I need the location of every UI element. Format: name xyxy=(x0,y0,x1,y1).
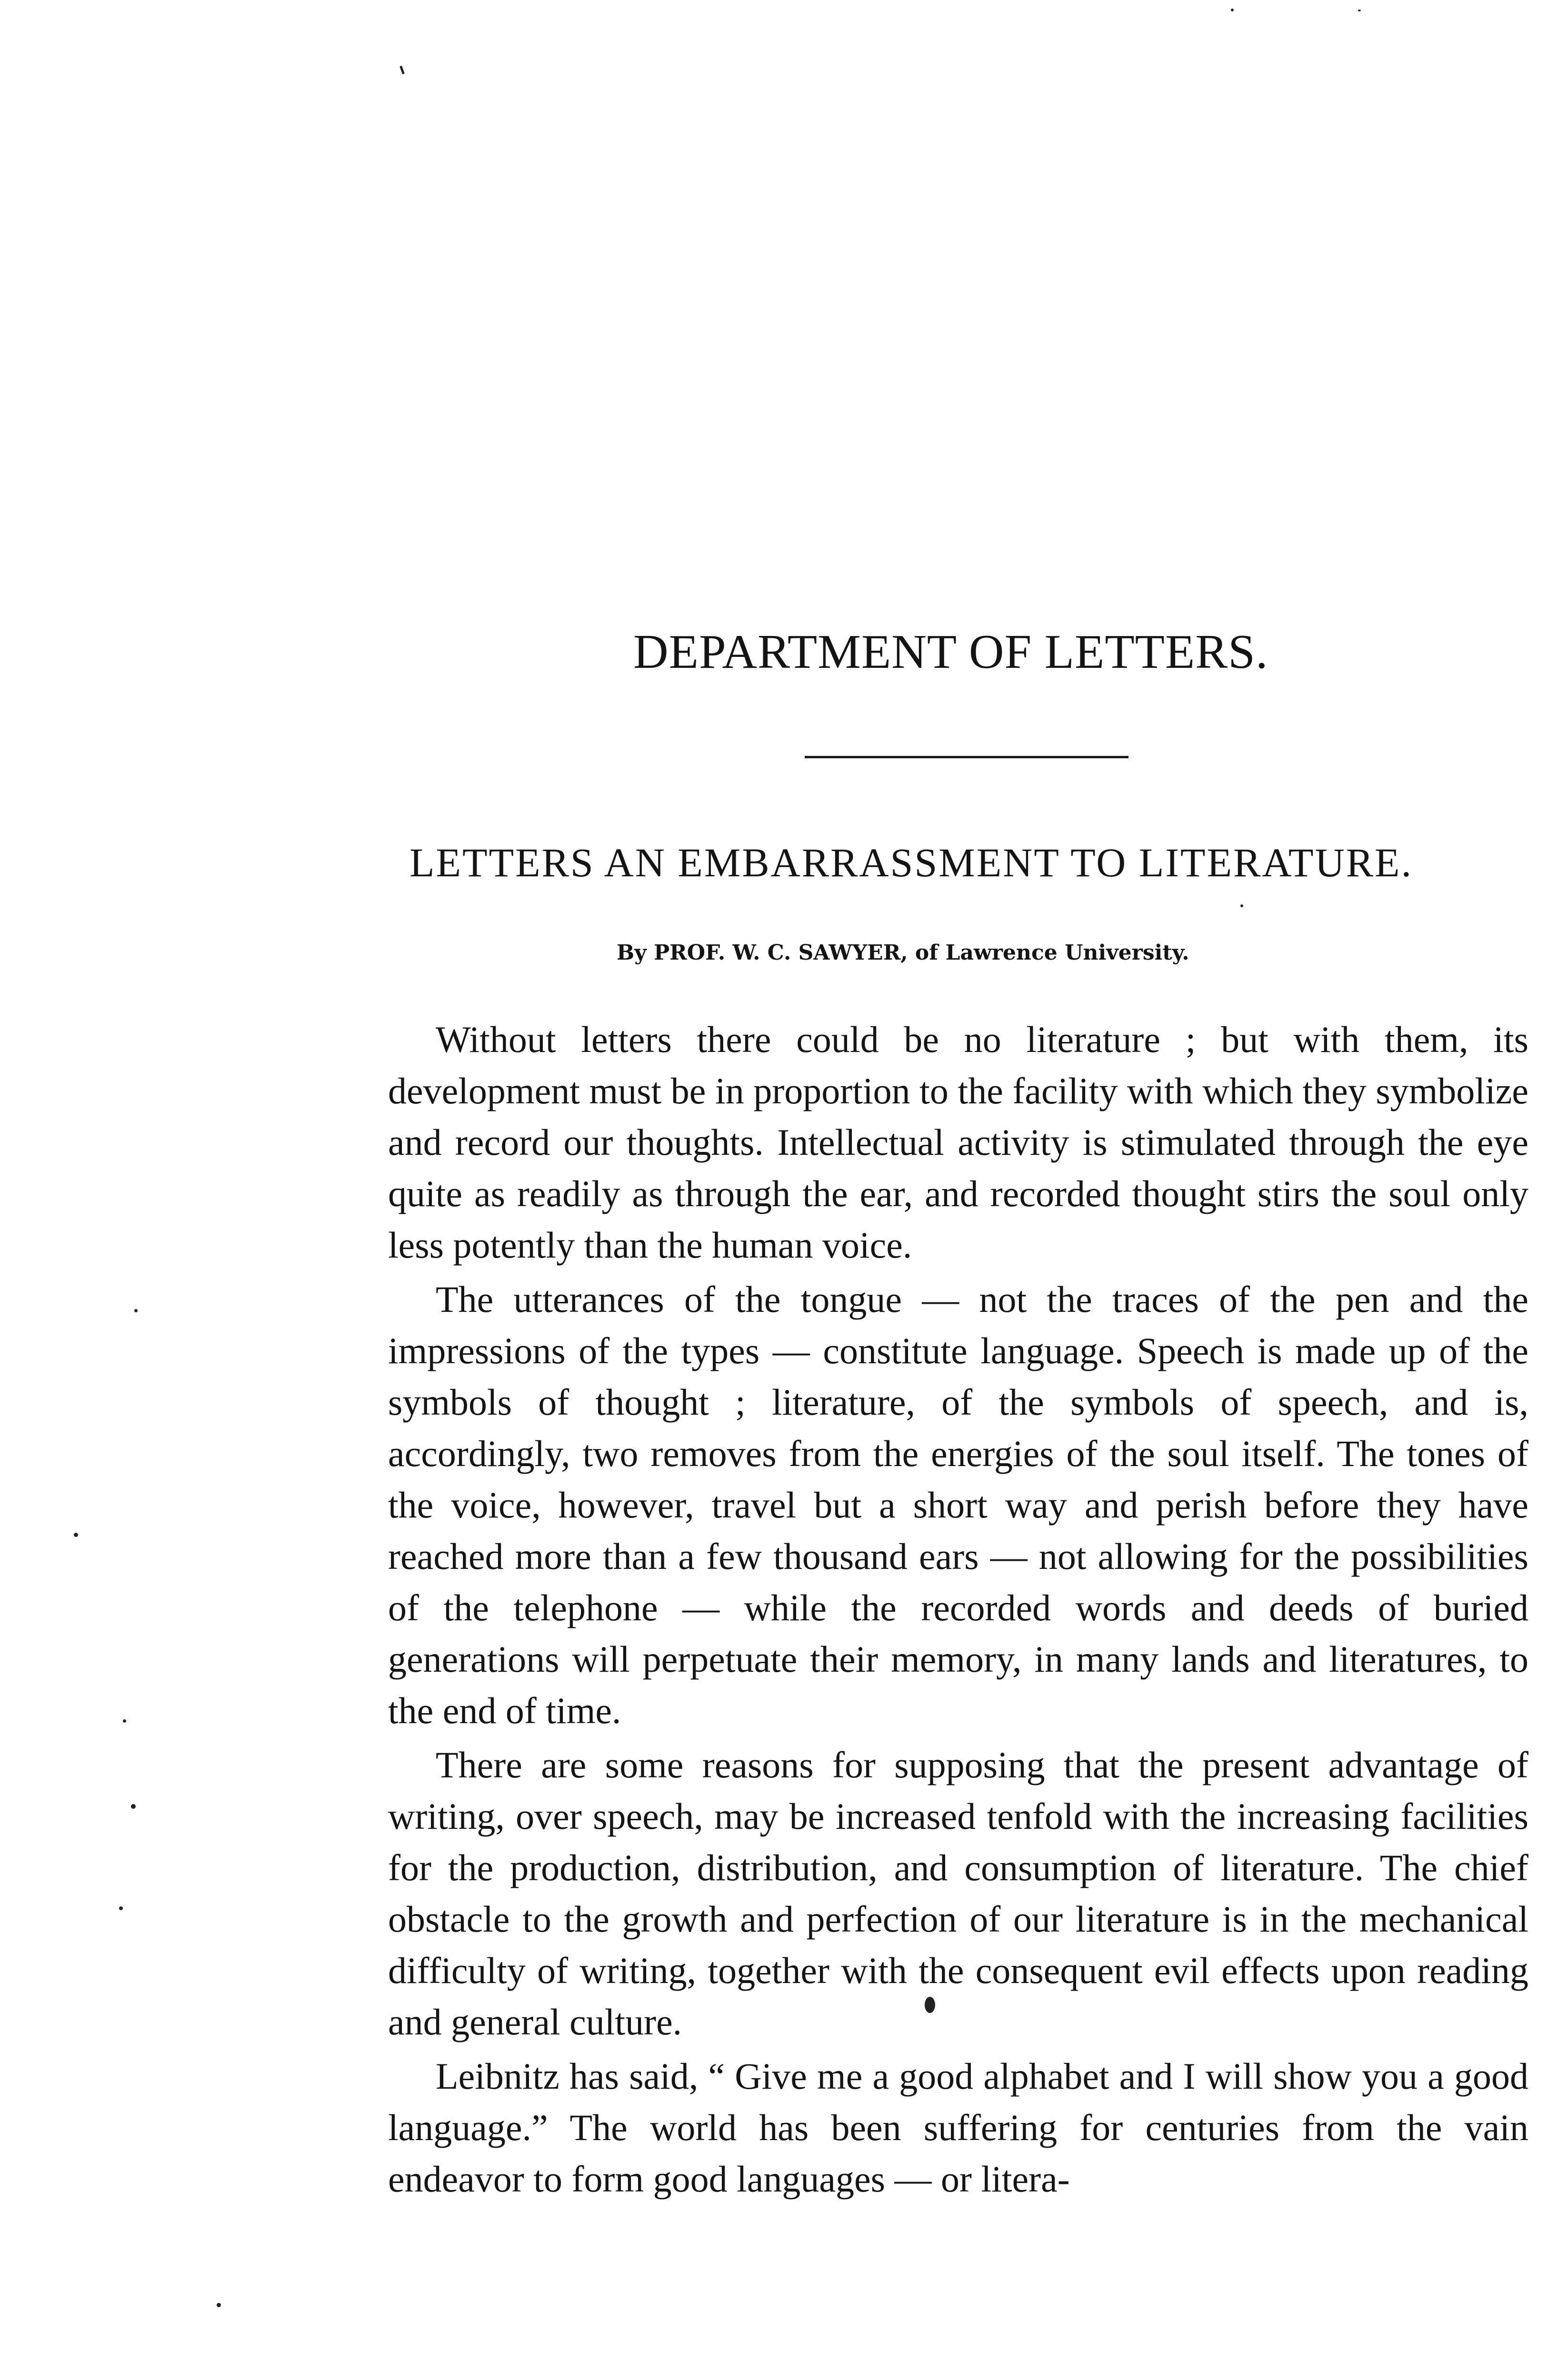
scan-speck xyxy=(134,1309,138,1312)
scan-speck xyxy=(131,1804,136,1809)
scan-speck xyxy=(399,66,405,75)
scan-speck xyxy=(119,1906,123,1910)
article-body xyxy=(388,1014,1528,2208)
paragraph-2: The utterances of the tongue — not the traces of the pen and the impressions of the types — constitute language. Speech is made up of the symbols of thought ; literature, of the symbols of speech, and is, accordingly, two removes from the energies of the soul itself. The tones of the voice, however, travel but a short way and perish before they have reached more than a few thousand ears — not allowing for the possibilities of the telephone — while the recorded words and deeds of buried generations will perpetuate their memory, in many lands and literatures, to the end of time. xyxy=(388,1279,1528,1731)
scan-speck xyxy=(217,2303,221,2307)
scan-speck xyxy=(1240,904,1243,907)
byline-author: PROF. W. C. SAWYER, xyxy=(654,941,908,965)
article-title: LETTERS AN EMBARRASSMENT TO LITERATURE. xyxy=(409,840,1413,885)
byline xyxy=(617,939,1331,967)
scan-speck xyxy=(1358,10,1361,11)
paragraph-4: Leibnitz has said, “ Give me a good alphabet and I will show you a good language.” The world has been suffering for centuries from the vain endeavor to form good languages — or litera- xyxy=(388,2055,1528,2200)
paragraph-3: There are some reasons for supposing that the present advantage of writing, over speech, may be increased tenfold with the increasing facilities for the production, distribution, and consumption of literature. The chief obstacle to the growth and perfection of our literature is in the mechanical difficulty of writing, together with the consequent evil effects upon reading and general culture. xyxy=(388,1744,1528,2043)
byline-prefix: By xyxy=(617,941,647,965)
title-divider xyxy=(805,756,1128,758)
scan-speck xyxy=(1231,9,1234,11)
scan-speck xyxy=(123,1719,126,1723)
byline-affiliation: of Lawrence University. xyxy=(915,941,1189,965)
scan-speck xyxy=(74,1533,78,1537)
paragraph-1: Without letters there could be no literature ; but with them, its development must be in proportion to the facility with which they symbolize and record our thoughts. Intellectual activity is stimulated through the eye quite as readily as through the ear, and recorded thought stirs the soul only less potently than the human voice. xyxy=(388,1019,1528,1266)
department-title: DEPARTMENT OF LETTERS. xyxy=(633,625,1268,679)
scan-speck xyxy=(925,1997,935,2013)
